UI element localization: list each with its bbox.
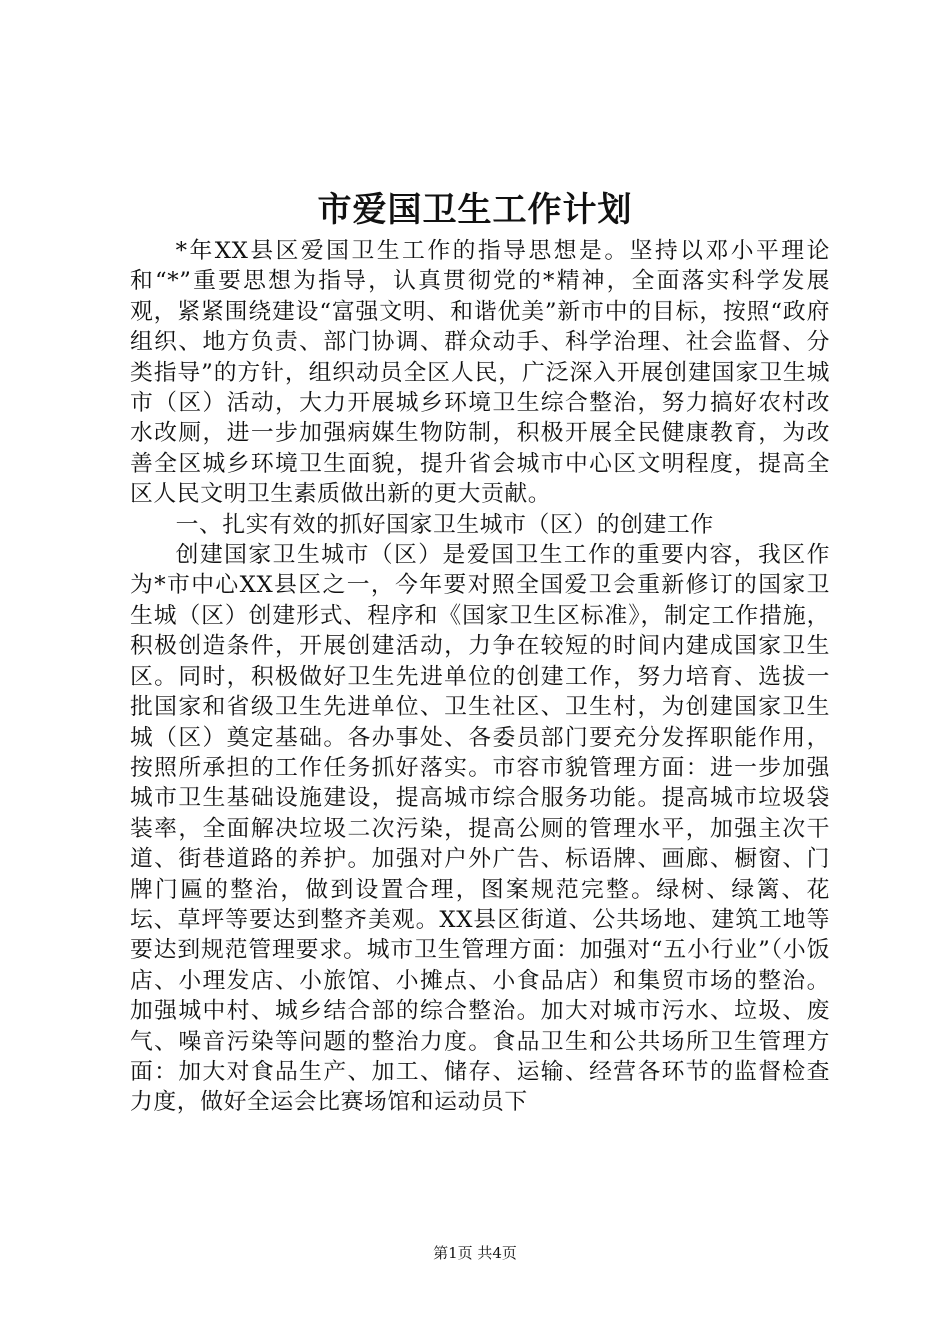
paragraph-creation-work: 创建国家卫生城市（区）是爱国卫生工作的重要内容，我区作为*市中心XX县区之一，今年要对照全国爱卫会重新修订的国家卫生城（区）创建形式、程序和《国家卫生区标准》，制定工作措施，积极创造条件，开展创建活动，力争在较短的时间内建成国家卫生区。同时，积极做好卫生先进单位的创建工作，努力培育、选拔一批国家和省级卫生先进单位、卫生社区、卫生村，为创建国家卫生城（区）奠定基础。各办事处、各委员部门要充分发挥职能作用，按照所承担的工作任务抓好落实。市容市貌管理方面：进一步加强城市卫生基础设施建设，提高城市综合服务功能。提高城市垃圾袋装率，全面解决垃圾二次污染，提高公厕的管理水平，加强主次干道、街巷道路的养护。加强对户外广告、标语牌、画廊、橱窗、门牌门匾的整治，做到设置合理，图案规范完整。绿树、绿篱、花坛、草坪等要达到整齐美观。XX县区街道、公共场地、建筑工地等要达到规范管理要求。城市卫生管理方面：加强对“五小行业”（小饭店、小理发店、小旅馆、小摊点、小食品店）和集贸市场的整治。加强城中村、城乡结合部的综合整治。加大对城市污水、垃圾、废气、噪音污染等问题的整治力度。食品卫生和公共场所卫生管理方面：加大对食品生产、加工、储存、运输、经营各环节的监督检查力度，做好全运会比赛场馆和运动员下 [130, 542, 830, 1116]
page-footer: 第1页 共4页 [433, 1244, 517, 1262]
document-title: 市爱国卫生工作计划 [317, 190, 633, 230]
document-body [130, 236, 830, 1118]
section-heading-1: 一、扎实有效的抓好国家卫生城市（区）的创建工作 [175, 511, 714, 538]
paragraph-guiding-ideology: *年XX县区爱国卫生工作的指导思想是。坚持以邓小平理论和“*”重要思想为指导，认真贯彻党的*精神，全面落实科学发展观，紧紧围绕建设“富强文明、和谐优美”新市中的目标，按照“政府组织、地方负责、部门协调、群众动手、科学治理、社会监督、分类指导”的方针，组织动员全区人民，广泛深入开展创建国家卫生城市（区）活动，大力开展城乡环境卫生综合整治，努力搞好农村改水改厕，进一步加强病媒生物防制，积极开展全民健康教育，为改善全区城乡环境卫生面貌，提升省会城市中心区文明程度，提高全区人民文明卫生素质做出新的更大贡献。 [130, 238, 830, 508]
